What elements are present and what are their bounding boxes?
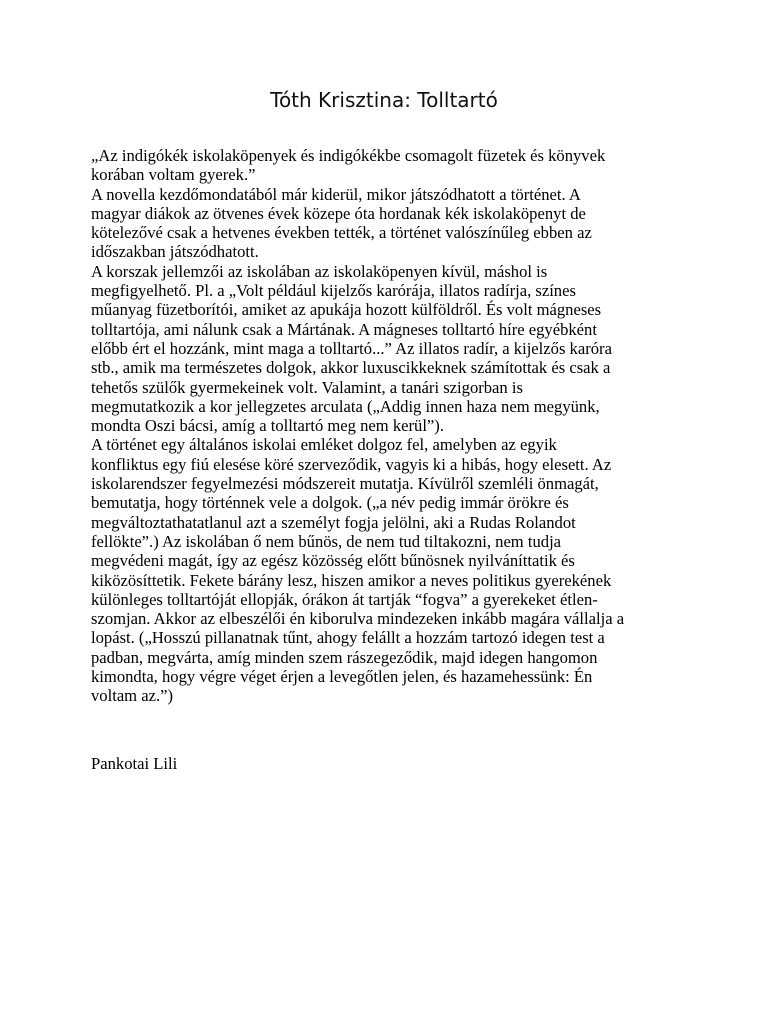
body-line: A novella kezdőmondatából már kiderül, mikor játszódhatott a történet. A — [91, 184, 581, 204]
body-line: előbb ért el hozzánk, mint maga a tolltartó...” Az illatos radír, a kijelzős karóra — [91, 338, 612, 358]
body-line: megváltoztathatatlanul azt a személyt fogja jelölni, aki a Rudas Rolandot — [91, 512, 576, 532]
body-line: kötelezővé csak a hetvenes években tették, a történet valószínűleg ebben az — [91, 223, 592, 243]
body-line: időszakban játszódhatott. — [91, 242, 259, 262]
body-line: „Az indigókék iskolaköpenyek és indigókékbe csomagolt füzetek és könyvek — [91, 146, 606, 165]
body-line: megfigyelhető. Pl. a „Volt például kijelzős karórája, illatos radírja, színes — [91, 281, 576, 301]
body-line: megmutatkozik a kor jellegzetes arculata („Addig innen haza nem megyünk, — [91, 396, 600, 416]
body-line: tehetős szülők gyermekeinek volt. Valamint, a tanári szigorban is — [91, 377, 523, 397]
body-line: A korszak jellemzői az iskolában az iskolaköpenyen kívül, máshol is — [91, 261, 548, 281]
body-line: szomjan. Akkor az elbeszélői én kiborulva mindezeken inkább magára vállalja a — [91, 609, 625, 629]
body-line: voltam az.”) — [91, 686, 174, 706]
body-line: A történet egy általános iskolai emléket dolgoz fel, amelyben az egyik — [91, 435, 557, 455]
body-line: kiközösíttetik. Fekete bárány lesz, hiszen amikor a neves politikus gyerekének — [91, 570, 612, 590]
body-line: mondta Oszi bácsi, amíg a tolltartó meg nem kerül”). — [91, 416, 444, 436]
body-line: magyar diákok az ötvenes évek közepe óta hordanak kék iskolaköpenyt de — [91, 203, 586, 223]
document-body — [91, 146, 691, 706]
body-line: konfliktus egy fiú elesése köré szerveződik, vagyis ki a hibás, hogy elesett. Az — [91, 454, 612, 474]
body-line: megvédeni magát, így az egész közösség előtt bűnösnek nyilváníttatik és — [91, 551, 575, 571]
body-line: fellökte”.) Az iskolában ő nem bűnös, de nem tud tiltakozni, nem tudja — [91, 531, 562, 551]
body-line: műanyag füzetborítói, amiket az apukája hozott külföldről. És volt mágneses — [91, 300, 602, 320]
body-line: bemutatja, hogy történnek vele a dolgok. („a név pedig immár örökre és — [91, 493, 569, 513]
body-line: lopást. („Hosszú pillanatnak tűnt, ahogy felállt a hozzám tartozó idegen test a — [91, 628, 605, 648]
author-signature: Pankotai Lili — [91, 754, 178, 773]
body-line: iskolarendszer fegyelmezési módszereit mutatja. Kívülről szemléli önmagát, — [91, 474, 599, 494]
body-line: különleges tolltartóját ellopják, órákon át tartják “fogva” a gyerekeket étlen- — [91, 589, 598, 609]
document-title: Tóth Krisztina: Tolltartó — [270, 88, 498, 112]
body-line: tolltartója, ami nálunk csak a Mártának. A mágneses tolltartó híre egyébként — [91, 319, 597, 339]
body-line: kimondta, hogy végre véget érjen a levegőtlen jelen, és hazamehessünk: Én — [91, 667, 593, 687]
body-line: stb., amik ma természetes dolgok, akkor luxuscikkeknek számítottak és csak a — [91, 358, 611, 378]
body-line: padban, megvárta, amíg minden szem rászegeződik, majd idegen hangomon — [91, 647, 598, 667]
body-line: korában voltam gyerek.” — [91, 165, 256, 185]
